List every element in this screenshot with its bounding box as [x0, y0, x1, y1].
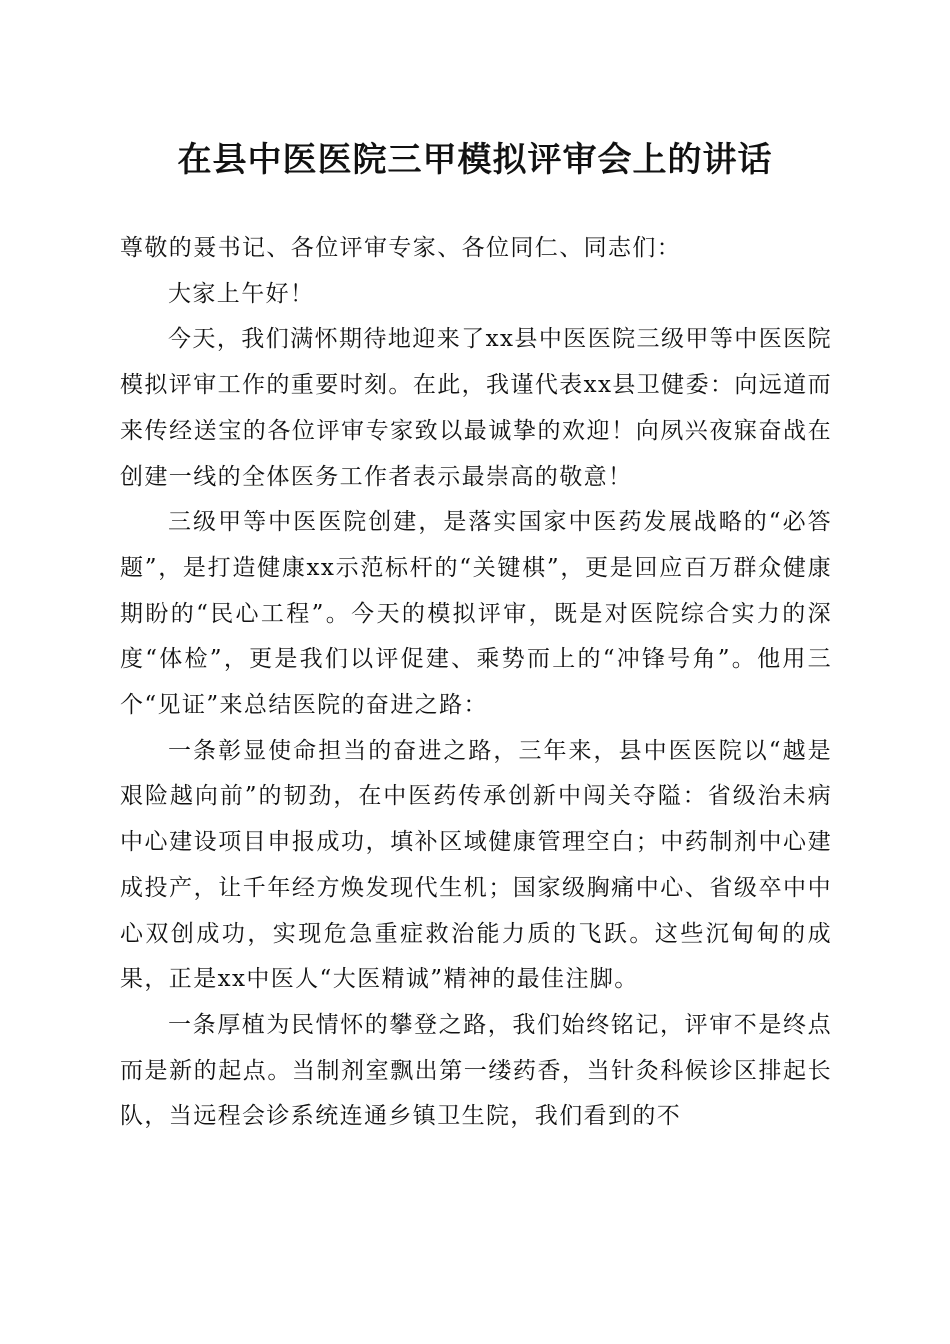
document-body: [120, 226, 832, 1140]
paragraph: 三级甲等中医医院创建，是落实国家中医药发展战略的“必答题”，是打造健康xx示范标杆的“关键棋”，更是回应百万群众健康期盼的“民心工程”。今天的模拟评审，既是对医院综合实力的深度“体检”，更是我们以评促建、乘势而上的“冲锋号角”。他用三个“见证”来总结医院的奋进之路：: [120, 509, 832, 719]
paragraph: 今天，我们满怀期待地迎来了xx县中医医院三级甲等中医医院模拟评审工作的重要时刻。在此，我谨代表xx县卫健委：向远道而来传经送宝的各位评审专家致以最诚挚的欢迎！向夙兴夜寐奋战在创建一线的全体医务工作者表示最崇高的敬意！: [120, 326, 832, 490]
document-title: 在县中医医院三甲模拟评审会上的讲话: [177, 140, 773, 180]
salutation: 尊敬的聂书记、各位评审专家、各位同仁、同志们：: [120, 235, 682, 261]
greeting: 大家上午好！: [168, 280, 315, 307]
paragraph: 一条彰显使命担当的奋进之路，三年来，县中医医院以“越是艰险越向前”的韧劲，在中医药传承创新中闯关夺隘：省级治未病中心建设项目申报成功，填补区域健康管理空白；中药制剂中心建成投产，让千年经方焕发现代生机；国家级胸痛中心、省级卒中中心双创成功，实现危急重症救治能力质的飞跃。这些沉甸甸的成果，正是xx中医人“大医精诚”精神的最佳注脚。: [120, 737, 832, 993]
paragraph: 一条厚植为民情怀的攀登之路，我们始终铭记，评审不是终点而是新的起点。当制剂室飘出第一缕药香，当针灸科候诊区排起长队，当远程会诊系统连通乡镇卫生院，我们看到的不: [120, 1011, 832, 1130]
